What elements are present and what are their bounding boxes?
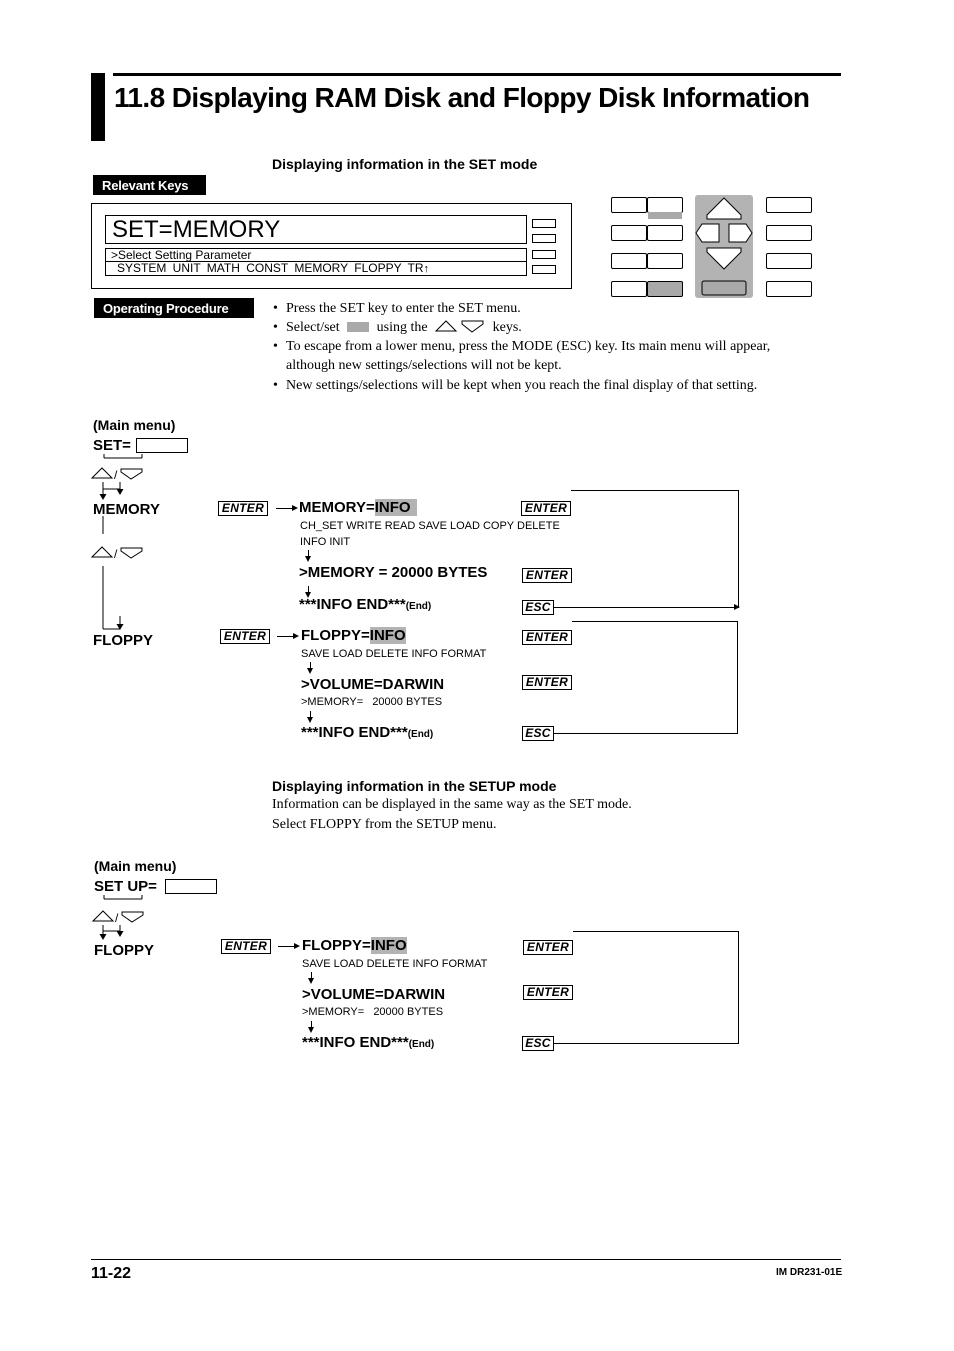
- set-label: SET=: [93, 437, 131, 454]
- flow-return-line: [554, 1043, 738, 1044]
- floppy-memory-detail: >MEMORY= 20000 BYTES: [301, 696, 443, 708]
- flow-line: [738, 931, 739, 1044]
- keypad-key: [647, 253, 683, 269]
- memory-step2: >MEMORY = 20000 BYTES: [299, 564, 488, 581]
- flow-line: [738, 490, 739, 608]
- flow-return-line: [554, 733, 738, 734]
- arrow-keys-icon: [695, 195, 753, 298]
- enter-key-label: ENTER: [523, 985, 573, 1000]
- flow-line: [737, 621, 738, 734]
- bullet-item: • To escape from a lower menu, press the MODE (ESC) key. Its main menu will appear,: [273, 339, 771, 354]
- memory-step3: ***INFO END***(End): [299, 596, 432, 613]
- floppy-step3: ***INFO END***(End): [301, 724, 434, 741]
- floppy-options: SAVE LOAD DELETE INFO FORMAT: [302, 958, 488, 970]
- enter-key-label: ENTER: [521, 501, 571, 516]
- operating-procedure-tag: Operating Procedure: [94, 298, 254, 318]
- keypad-key: [647, 197, 683, 213]
- lcd-side-button: [532, 265, 556, 274]
- esc-key-label: ESC: [522, 600, 554, 615]
- keypad-key-highlight: [648, 212, 682, 219]
- enter-key-label: ENTER: [218, 501, 268, 516]
- keypad-key: [766, 197, 812, 213]
- setup-value-box: [165, 879, 217, 894]
- floppy-menu-item: FLOPPY: [94, 942, 155, 959]
- select-key-icon: [347, 322, 369, 332]
- lcd-side-button: [532, 219, 556, 228]
- setup-mode-text: Select FLOPPY from the SETUP menu.: [272, 817, 497, 832]
- lcd-main-line: SET=MEMORY: [105, 215, 527, 244]
- enter-key-label: ENTER: [522, 630, 572, 645]
- svg-text:/: /: [114, 547, 118, 561]
- lcd-side-button: [532, 234, 556, 243]
- enter-key-label: ENTER: [221, 939, 271, 954]
- floppy-step3: ***INFO END***(End): [302, 1034, 435, 1051]
- setup-mode-subtitle: Displaying information in the SETUP mode: [272, 778, 557, 794]
- svg-text:/: /: [114, 468, 118, 482]
- arrow-down-icon: [305, 556, 311, 562]
- up-down-arrow-icon: [435, 319, 485, 333]
- flow-line: [571, 490, 739, 491]
- keypad-key: [611, 197, 647, 213]
- arrow-right-icon: [293, 633, 299, 639]
- document-id: IM DR231-01E: [776, 1267, 843, 1278]
- floppy-menu-item: FLOPPY: [93, 632, 154, 649]
- keypad-key: [766, 253, 812, 269]
- arrow-down-icon: [307, 668, 313, 674]
- enter-key-label: ENTER: [522, 568, 572, 583]
- keypad-key: [647, 225, 683, 241]
- arrow-right-icon: [292, 505, 298, 511]
- set-mode-subtitle: Displaying information in the SET mode: [272, 156, 538, 172]
- bullet-item: • Select/set using the keys.: [273, 320, 522, 335]
- keypad-key: [611, 281, 647, 297]
- flow-line: [572, 621, 738, 622]
- arrow-right-icon: [734, 604, 740, 610]
- set-value-box: [136, 438, 188, 453]
- main-menu-label: (Main menu): [93, 417, 176, 433]
- floppy-step2: >VOLUME=DARWIN: [302, 986, 446, 1003]
- page-number: 11-22: [91, 1265, 132, 1282]
- flow-line: [573, 931, 739, 932]
- memory-options-cont: INFO INIT: [300, 536, 351, 548]
- title-bar-mark: [91, 73, 105, 141]
- menu-flow-connector: [90, 454, 150, 634]
- setup-mode-text: Information can be displayed in the same way as the SET mode.: [272, 797, 632, 812]
- flow-return-line: [554, 607, 738, 608]
- main-menu-label: (Main menu): [94, 858, 177, 874]
- keypad-key: [766, 281, 812, 297]
- svg-text:/: /: [115, 911, 119, 925]
- title-rule: [113, 73, 841, 76]
- floppy-step1: FLOPPY=INFO: [301, 627, 406, 644]
- page-title: 11.8 Displaying RAM Disk and Floppy Disk Information: [114, 82, 810, 113]
- footer-rule: [91, 1259, 841, 1260]
- bullet-item: • New settings/selections will be kept when you reach the final display of that setting.: [273, 378, 758, 393]
- bullet-item-continued: although new settings/selections will not be kept.: [286, 358, 562, 373]
- lcd-menu-text: SYSTEM UNIT MATH CONST MEMORY FLOPPY TR: [117, 261, 424, 275]
- lcd-menu-line: [105, 262, 527, 276]
- esc-key-label: ESC: [522, 1036, 554, 1051]
- enter-key-label: ENTER: [522, 675, 572, 690]
- relevant-keys-tag: Relevant Keys: [93, 175, 206, 195]
- lcd-prompt-line: >Select Setting Parameter: [105, 248, 527, 262]
- enter-key-label: ENTER: [523, 940, 573, 955]
- enter-key-label: ENTER: [220, 629, 270, 644]
- set-key: [647, 281, 683, 297]
- floppy-memory-detail: >MEMORY= 20000 BYTES: [302, 1006, 444, 1018]
- arrow-down-icon: [307, 717, 313, 723]
- lcd-scroll-arrow-icon: ↑: [423, 263, 429, 275]
- keypad-key: [766, 225, 812, 241]
- esc-key-label: ESC: [522, 726, 554, 741]
- keypad-key: [611, 253, 647, 269]
- arrow-right-icon: [294, 943, 300, 949]
- memory-options: CH_SET WRITE READ SAVE LOAD COPY DELETE: [300, 520, 560, 532]
- arrow-down-icon: [308, 978, 314, 984]
- keypad-key: [611, 225, 647, 241]
- memory-menu-item: MEMORY: [93, 501, 160, 518]
- bullet-item: • Press the SET key to enter the SET menu.: [273, 301, 521, 316]
- arrow-down-icon: [308, 1027, 314, 1033]
- floppy-step1: FLOPPY=INFO: [302, 937, 407, 954]
- lcd-side-button: [532, 250, 556, 259]
- floppy-options: SAVE LOAD DELETE INFO FORMAT: [301, 648, 487, 660]
- floppy-step2: >VOLUME=DARWIN: [301, 676, 445, 693]
- menu-flow-connector: [90, 895, 150, 945]
- memory-step1: MEMORY=INFO: [299, 499, 417, 516]
- setup-label: SET UP=: [94, 878, 157, 895]
